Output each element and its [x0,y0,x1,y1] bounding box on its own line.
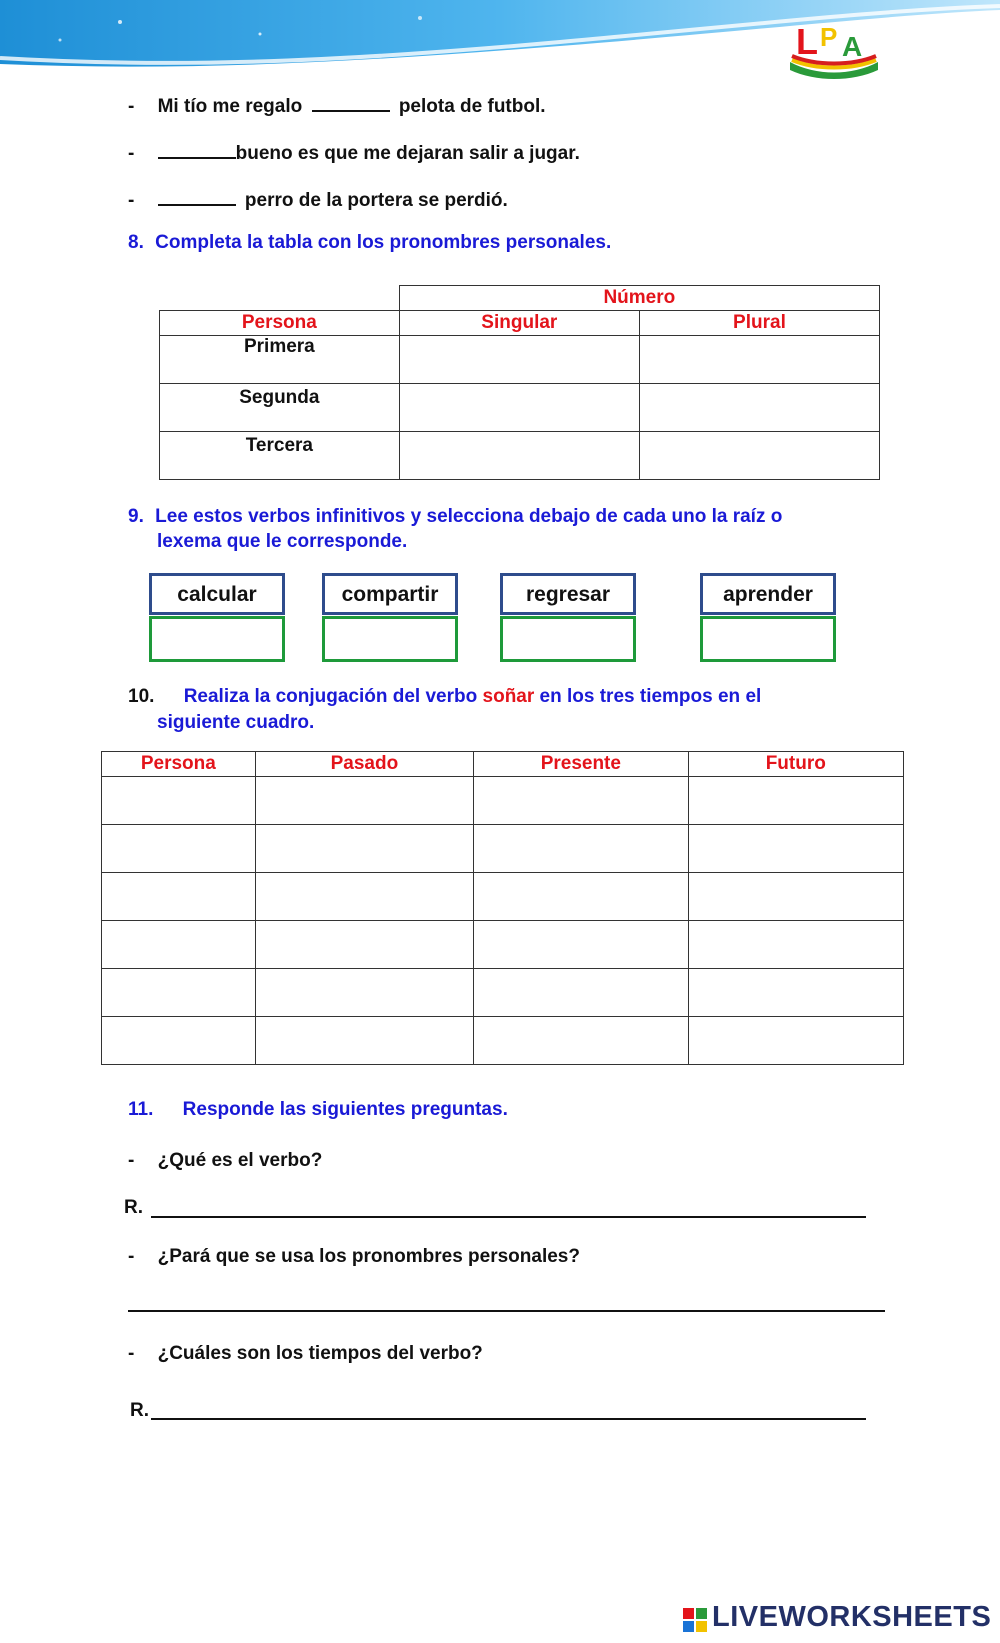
question-number: 9. [128,506,144,527]
liveworksheets-brand: LIVEWORKSHEETS [712,1601,992,1633]
fill-item-1 [128,92,546,118]
lpa-logo [786,10,882,80]
answer-box-aprender[interactable] [700,616,836,662]
verb-box-compartir: compartir [322,573,458,615]
fill-item-post: pelota de futbol. [398,96,546,117]
question-9 [128,506,782,528]
dash: - [128,143,135,164]
fill-item-post: bueno es que me dejaran salir a jugar. [235,143,580,164]
liveworksheets-icon [683,1608,707,1632]
answer-line-3[interactable] [151,1418,866,1420]
answer-cell[interactable] [102,873,256,921]
answer-cell[interactable] [474,825,688,873]
answer-cell[interactable] [255,921,473,969]
col-futuro: Futuro [688,752,903,777]
question-text-b: en los tres tiempos en el [539,686,762,707]
answer-cell[interactable] [688,1017,903,1065]
answer-cell[interactable] [474,921,688,969]
answer-cell[interactable] [102,969,256,1017]
pronoun-table [159,285,880,480]
question-9-line2: lexema que le corresponde. [157,531,408,552]
question-number: 8. [128,232,144,253]
verb-highlight: soñar [482,686,535,707]
row-tercera: Tercera [160,432,400,480]
question-11 [128,1099,508,1121]
dash: - [128,1150,135,1171]
col-plural: Plural [639,311,879,336]
answer-cell[interactable] [474,873,688,921]
answer-cell[interactable] [102,825,256,873]
answer-cell[interactable] [688,921,903,969]
answer-cell[interactable] [399,432,639,480]
answer-cell[interactable] [255,969,473,1017]
row-segunda: Segunda [160,384,400,432]
question-text: Responde las siguientes preguntas. [182,1099,508,1120]
sub-question-2 [128,1246,580,1268]
fill-item-2 [128,139,580,165]
dash: - [128,96,135,117]
answer-cell[interactable] [255,777,473,825]
sub-question-text: ¿Cuáles son los tiempos del verbo? [157,1343,483,1364]
answer-cell[interactable] [688,969,903,1017]
dash: - [128,190,135,211]
answer-cell[interactable] [639,336,879,384]
answer-box-compartir[interactable] [322,616,458,662]
conjugation-table [101,751,904,1065]
answer-line-1[interactable] [151,1216,866,1218]
numero-header: Número [399,286,879,311]
sub-question-text: ¿Pará que se usa los pronombres personales? [157,1246,580,1267]
answer-cell[interactable] [102,777,256,825]
answer-cell[interactable] [399,336,639,384]
verb-box-aprender: aprender [700,573,836,615]
svg-text:P: P [820,22,838,52]
question-10 [128,686,761,708]
question-10-line2: siguiente cuadro. [157,712,315,733]
answer-box-calcular[interactable] [149,616,285,662]
answer-cell[interactable] [102,921,256,969]
question-text-line1: Lee estos verbos infinitivos y selecciona debajo de cada uno la raíz o [155,506,783,527]
answer-cell[interactable] [639,384,879,432]
answer-cell[interactable] [688,873,903,921]
answer-cell[interactable] [474,1017,688,1065]
question-text: Completa la tabla con los pronombres personales. [155,232,612,253]
sub-question-1 [128,1150,322,1172]
question-text-a: Realiza la conjugación del verbo [183,686,478,707]
answer-cell[interactable] [255,873,473,921]
col-persona: Persona [160,311,400,336]
answer-box-regresar[interactable] [500,616,636,662]
question-8 [128,232,611,254]
answer-line-2[interactable] [128,1310,885,1312]
col-persona: Persona [102,752,256,777]
fill-item-pre: Mi tío me regalo [157,96,303,117]
answer-cell[interactable] [474,777,688,825]
question-number: 11. [128,1099,154,1120]
blank-line[interactable] [158,139,236,159]
question-number: 10. [128,686,155,707]
answer-cell[interactable] [688,777,903,825]
answer-cell[interactable] [399,384,639,432]
answer-cell[interactable] [474,969,688,1017]
svg-text:A: A [842,31,863,62]
col-presente: Presente [474,752,688,777]
sub-question-text: ¿Qué es el verbo? [157,1150,323,1171]
answer-cell[interactable] [255,825,473,873]
row-primera: Primera [160,336,400,384]
answer-cell[interactable] [688,825,903,873]
answer-prefix-3: R. [130,1400,149,1421]
fill-item-3 [128,186,508,212]
fill-item-post: perro de la portera se perdió. [244,190,508,211]
answer-cell[interactable] [102,1017,256,1065]
blank-line[interactable] [158,186,236,206]
dash: - [128,1343,135,1364]
sub-question-3 [128,1343,483,1365]
answer-cell[interactable] [639,432,879,480]
verb-box-regresar: regresar [500,573,636,615]
answer-prefix-1: R. [124,1197,143,1218]
svg-text:L: L [796,21,818,62]
col-singular: Singular [399,311,639,336]
blank-line[interactable] [312,92,390,112]
verb-box-calcular: calcular [149,573,285,615]
dash: - [128,1246,135,1267]
col-pasado: Pasado [255,752,473,777]
answer-cell[interactable] [255,1017,473,1065]
